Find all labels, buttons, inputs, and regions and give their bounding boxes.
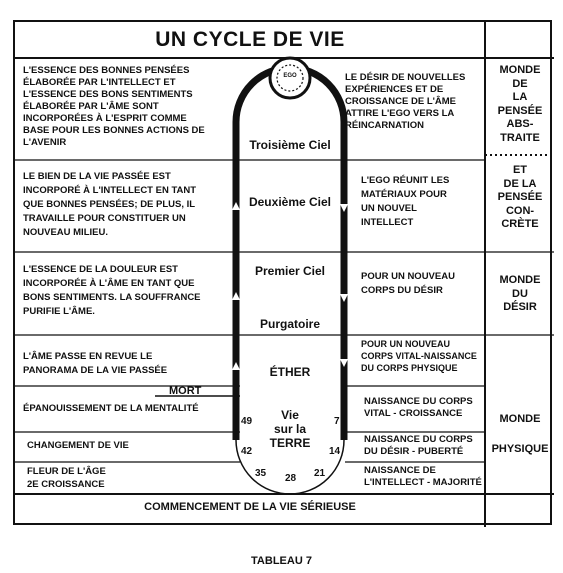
age-49: 49 bbox=[241, 416, 253, 427]
text-line: DÉSIR bbox=[503, 301, 537, 313]
ether: ÉTHER bbox=[269, 365, 311, 379]
text-line: NAISSANCE DU CORPS bbox=[364, 396, 473, 407]
text-line: L'AVENIR bbox=[23, 137, 67, 148]
text-line: CON- bbox=[505, 204, 535, 217]
text-line: PURIFIE L'ÂME. bbox=[23, 306, 95, 317]
text-line: TRAITE bbox=[500, 131, 540, 144]
text-line: QUE BONNES PENSÉES; DE PLUS, IL bbox=[23, 199, 196, 210]
text-line: CORPS VITAL-NAISSANCE bbox=[361, 351, 477, 361]
text-line: L'INTELLECT - MAJORITÉ bbox=[364, 477, 482, 488]
left-text-row-5: ÉPANOUISSEMENT DE LA MENTALITÉ bbox=[23, 403, 199, 414]
text-line: L'ESSENCE DES BONNES PENSÉES bbox=[23, 65, 190, 76]
text-line: INTELLECT bbox=[361, 217, 414, 228]
text-line: UN NOUVEL bbox=[361, 203, 417, 214]
left-text-row-7b: 2E CROISSANCE bbox=[27, 479, 105, 490]
text-line: CRÈTE bbox=[501, 218, 539, 230]
premier-ciel: Premier Ciel bbox=[254, 264, 326, 278]
left-text-row-4 bbox=[23, 350, 167, 378]
text-line: DU bbox=[512, 287, 528, 300]
monde-pensee-concrete bbox=[487, 164, 553, 232]
ego-label: EGO bbox=[283, 73, 297, 79]
text-line: BASE POUR LES BONNES ACTIONS DE bbox=[23, 125, 205, 136]
vie-sur-la-terre bbox=[240, 408, 340, 450]
text-line: sur la bbox=[273, 422, 306, 436]
table-frame bbox=[13, 20, 552, 525]
text-line: CROISSANCE DE L'ÂME bbox=[345, 96, 456, 107]
text-line: EXPÉRIENCES ET DE bbox=[345, 84, 444, 95]
deuxieme-ciel: Deuxième Ciel bbox=[248, 195, 332, 209]
left-text-row-3 bbox=[23, 263, 201, 319]
right-text-row-2 bbox=[361, 174, 449, 230]
mort-label: MORT bbox=[169, 385, 202, 397]
text-line: ATTIRE L'EGO VERS LA bbox=[345, 108, 455, 119]
text-line: MONDE bbox=[499, 274, 541, 286]
right-text-row-1 bbox=[345, 72, 465, 132]
text-line: Vie bbox=[281, 408, 299, 422]
text-line: NAISSANCE DE bbox=[364, 465, 436, 476]
text-line: VITAL - CROISSANCE bbox=[364, 408, 463, 419]
text-line: NAISSANCE DU CORPS bbox=[364, 434, 473, 445]
text-line: ABS- bbox=[506, 118, 534, 130]
footer-label: COMMENCEMENT DE LA VIE SÉRIEUSE bbox=[144, 501, 356, 513]
age-7: 7 bbox=[334, 416, 340, 427]
age-14: 14 bbox=[329, 446, 341, 457]
text-line: ÉLABORÉE PAR L'ÂME SONT bbox=[23, 101, 159, 112]
text-line: L'ÂME PASSE EN REVUE LE bbox=[23, 351, 153, 362]
left-text-row-2 bbox=[23, 170, 196, 240]
text-line: POUR UN NOUVEAU bbox=[361, 271, 455, 282]
text-line: INCORPORÉES À L'ESPRIT COMME bbox=[23, 113, 187, 124]
text-line: L'ESSENCE DES BONS SENTIMENTS bbox=[23, 89, 193, 100]
text-line: L'ESSENCE DE LA DOULEUR EST bbox=[23, 264, 178, 275]
text-line: PHYSIQUE bbox=[491, 443, 549, 455]
text-line: ET bbox=[512, 164, 528, 176]
text-line: PANORAMA DE LA VIE PASSÉE bbox=[23, 365, 168, 376]
text-line: DE LA bbox=[503, 177, 537, 190]
text-line: TERRE bbox=[269, 436, 311, 450]
text-line: DU DÉSIR - PUBERTÉ bbox=[364, 446, 464, 457]
right-text-row-3 bbox=[361, 270, 455, 298]
left-text-row-1 bbox=[23, 65, 205, 149]
text-line: DE bbox=[512, 77, 528, 90]
monde-pensee-abstraite bbox=[487, 64, 553, 145]
text-line: MONDE bbox=[499, 413, 541, 425]
monde-physique bbox=[487, 404, 553, 464]
text-line: NOUVEAU MILIEU. bbox=[23, 227, 108, 238]
text-line: MONDE bbox=[499, 64, 541, 76]
purgatoire: Purgatoire bbox=[259, 317, 320, 331]
troisieme-ciel: Troisième Ciel bbox=[249, 138, 331, 152]
text-line: ÉLABORÉE PAR L'INTELLECT ET bbox=[23, 77, 176, 88]
age-28: 28 bbox=[285, 473, 297, 484]
text-line: RÉINCARNATION bbox=[345, 120, 424, 131]
text-line: PENSÉE bbox=[497, 191, 543, 203]
age-35: 35 bbox=[255, 468, 267, 479]
text-line: DU CORPS PHYSIQUE bbox=[361, 363, 458, 373]
text-line: LE BIEN DE LA VIE PASSÉE EST bbox=[23, 171, 171, 182]
age-42: 42 bbox=[241, 446, 253, 457]
right-text-row-4 bbox=[361, 338, 477, 374]
text-line: INCORPORÉ À L'INTELLECT EN TANT bbox=[23, 185, 197, 196]
left-text-row-6: CHANGEMENT DE VIE bbox=[27, 440, 129, 451]
text-line: POUR UN NOUVEAU bbox=[361, 339, 451, 349]
text-line: CORPS DU DÉSIR bbox=[361, 285, 443, 296]
text-line: L'EGO RÉUNIT LES bbox=[361, 175, 450, 186]
age-21: 21 bbox=[314, 468, 326, 479]
text-line: TRAVAILLE POUR CONSTITUER UN bbox=[23, 213, 186, 224]
text-line: MATÉRIAUX POUR bbox=[361, 189, 447, 200]
figure-caption: TABLEAU 7 bbox=[251, 555, 312, 567]
text-line: LE DÉSIR DE NOUVELLES bbox=[345, 72, 466, 83]
right-text-row-5 bbox=[364, 396, 473, 420]
left-text-row-7a: FLEUR DE L'ÂGE bbox=[27, 466, 106, 477]
text-line: INCORPORÉE À L'ÂME EN TANT QUE bbox=[23, 278, 195, 289]
right-text-row-7 bbox=[364, 465, 482, 489]
text-line: LA bbox=[512, 91, 528, 103]
right-text-row-6 bbox=[364, 434, 473, 458]
text-line: BONS SENTIMENTS. LA SOUFFRANCE bbox=[23, 292, 201, 303]
diagram-title: UN CYCLE DE VIE bbox=[155, 28, 345, 51]
monde-desir bbox=[487, 274, 553, 315]
text-line: PENSÉE bbox=[497, 104, 543, 117]
